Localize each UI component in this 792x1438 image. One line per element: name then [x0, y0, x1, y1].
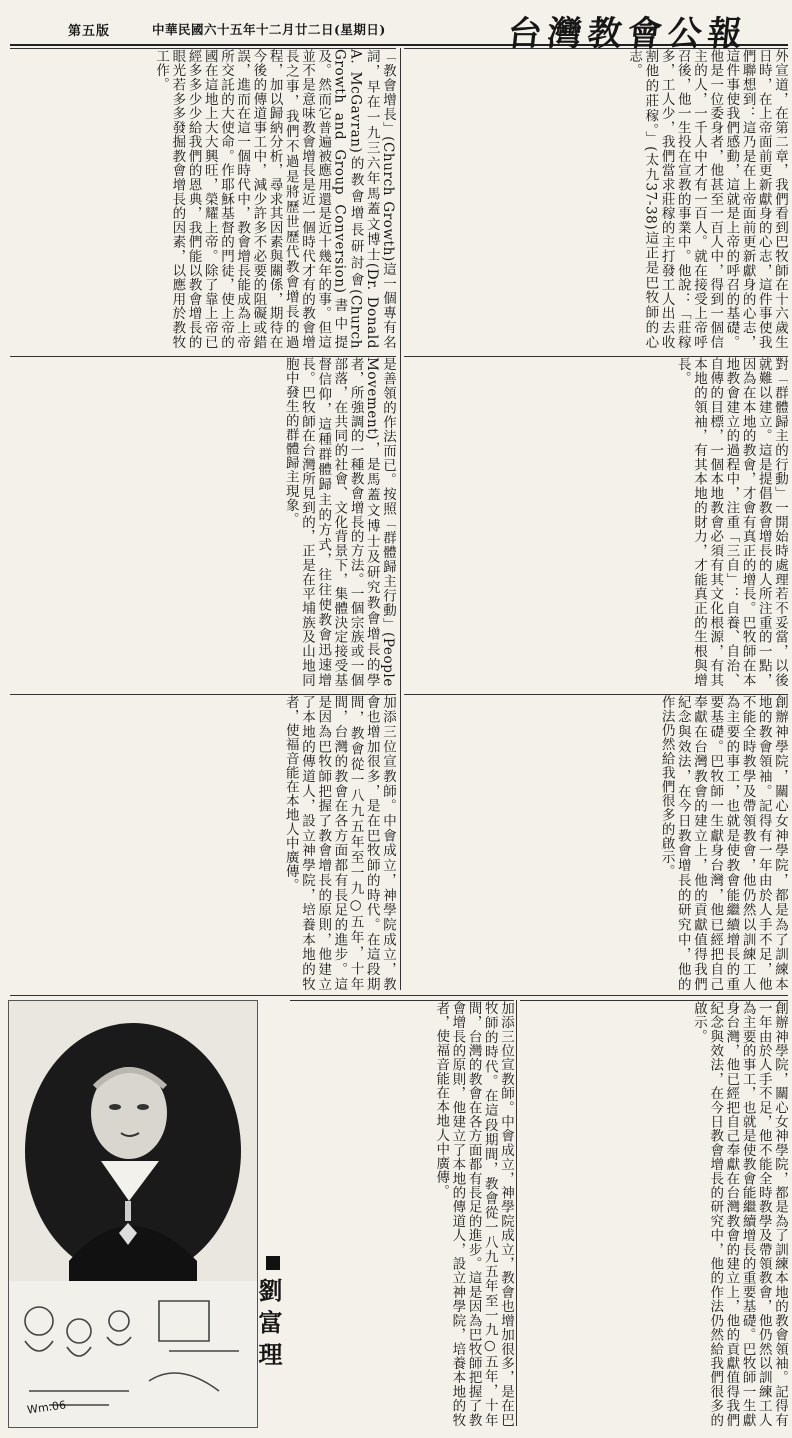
article-block-3 [10, 356, 396, 687]
article-text-4: 對「群體歸主的行動」一開始時處理若不妥當，以後就難以建立。這是提倡教會增長的人所注重的一點，因為在本地的教會，才會有真正的增長。巴牧師在本地教會建立的過程中，注重「三自」：自養、自治、自傳的目標，一個本地教會必須有其文化根源，有其本地的領袖，有其本地的財力，才能真正的生根與增長。 [674, 357, 788, 687]
artist-signature: Wm.06 [26, 1398, 67, 1417]
article-block-5 [10, 694, 396, 991]
author-name: 劉富理 [254, 1278, 283, 1374]
section-rule [10, 995, 788, 996]
article-text-1: 「教會增長」(Church Growth)這一個專有名詞，早在一九三六年馬蓋文博士(Dr. Donald A. McGavran)的教會增長研討會(Church Growth and Group Conversion)書中提及。然而它普遍被應用還是近十幾年的事。但這並不是意味教會增長是近一個時代才有的教會增長之事，我們不過是將歷世歷代教會增長的過程，加以歸納分析，尋求其因素與關係，期待在今後的傳道事工中，減少許多不必要的阻礙或錯誤，進而在這一個時代中，教會增長能成為上帝所交託的大使命。作耶穌基督的門徒，使上帝的國在這地上大大興旺，榮耀上帝。除了靠上帝已經多多少少給我們的恩典，我們能以教會增長的眼光若多多發掘教會增長的因素，以應用於教牧工作。 [153, 49, 396, 349]
article-text-8: 創辦神學院，關心女神學院，都是為了訓練本地的教會領袖。記得有一年由於人手不足，他不能全時教學及帶領教會，他仍然以訓練工人為主要的事工，也就是使教會能繼續增長的重要基礎。巴牧師一生獻身台灣，他已經把自己奉獻在台灣教會的建立上，他的貢獻值得我們紀念與效法，在今日教會增長的研究中，他的作法仍然給我們很多的啟示。 [690, 1001, 788, 1427]
article-block-6 [404, 694, 788, 991]
article-text-7: 加添三位宣教師。中會成立，神學院成立，教會也增加很多，是在巴牧師的時代。在這段期間，教會從一八九五年至一九○五年，十年間，台灣的教會在各方面都有長足的進步。這是因為巴牧師把握了教會增長的原則，他建立了本地的傳道人，設立神學院，培養本地的牧者，使福音能在本地人中廣傳。 [433, 1001, 514, 1427]
article-block-8 [520, 1000, 788, 1427]
article-block-2 [404, 48, 788, 349]
page-number: 第五版 [68, 24, 111, 39]
article-text-5: 加添三位宣教師。中會成立，神學院成立，教會也增加很多，是在巴牧師的時代。在這段期間，教會從一八九五年至一九○五年，十年間，台灣的教會在各方面都有長足的進步。這是因為巴牧師把握了教會增長的原則，他建立了本地的傳道人，設立神學院，培養本地的牧者，使福音能在本地人中廣傳。 [282, 695, 396, 991]
portrait-photo [8, 1000, 258, 1428]
article-block-7 [290, 1000, 514, 1427]
paper-title: 台灣教會公報 [505, 14, 750, 54]
column-rule [516, 1000, 517, 1426]
portrait-illustration [9, 1001, 257, 1427]
article-text-2: 外宣道，在第二章，我們看到巴牧師在十六歲生日時，在上帝面前更新獻身的心志，這件事使我們聯想到：這乃是在上帝面前更新獻身的心志，這件事使我們感動，這就是上帝的呼召的基礎。他是一位委身者，他甚至一百人中，得到一個信主的人，一千人中才有一百人。就在接受上帝呼召後，他一生投在宣教的事業中。他說：「莊稼多，工人少，我們當求莊稼的主打發工人出去收割他的莊稼。」(太九37-38)這正是巴牧師的心志。 [626, 49, 788, 349]
article-text-3: 是善領的作法而已。按照「群體歸主行動」(People Movement)，是馬蓋文博士及研究教會增長的學者，所強調的一種教會增長的方法。一個宗族或一個部落，在共同的社會、文化背景下，集體決定接受基督信仰，這種群體歸主的方式，往往使教會迅速增長。巴牧師在台灣所見到的，正是在平埔族及山地同胞中發生的群體歸主現象。 [282, 357, 396, 687]
article-block-1 [10, 48, 396, 349]
issue-date: 中華民國六十五年十二月廿二日(星期日) [152, 22, 386, 37]
article-text-6: 創辦神學院，關心女神學院，都是為了訓練本地的教會領袖。記得有一年由於人手不足，他不能全時教學及帶領教會，他仍然以訓練工人為主要的事工，也就是使教會能繼續增長的重要基礎。巴牧師一生獻身台灣，他已經把自己奉獻在台灣教會的建立上，他的貢獻值得我們紀念與效法，在今日教會增長的研究中，他的作法仍然給我們很多的啟示。 [658, 695, 788, 991]
masthead [10, 6, 788, 54]
author-marker [266, 1256, 280, 1270]
column-rule [400, 48, 401, 990]
article-block-4 [404, 356, 788, 687]
